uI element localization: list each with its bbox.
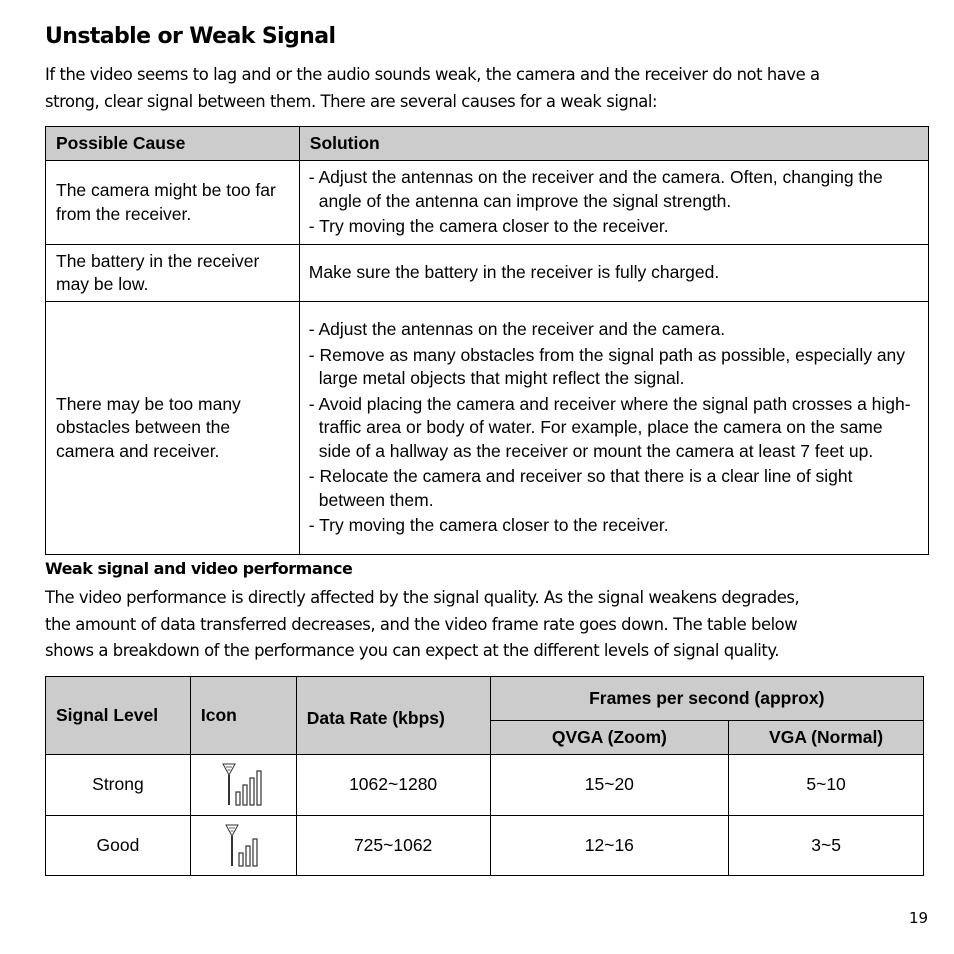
qvga-cell: 15~20 bbox=[490, 755, 729, 816]
header-icon: Icon bbox=[190, 677, 296, 755]
intro-line: If the video seems to lag and or the audio sounds weak, the camera and the receiver do not have a bbox=[45, 65, 820, 84]
section-subheading: Weak signal and video performance bbox=[45, 559, 353, 578]
signal-level-cell: Good bbox=[46, 816, 191, 876]
performance-line: the amount of data transferred decreases, and the video frame rate goes down. The table below bbox=[45, 614, 798, 634]
solution-cell bbox=[299, 245, 928, 302]
cause-cell: The camera might be too far from the receiver. bbox=[46, 161, 300, 245]
solution-cell bbox=[299, 161, 928, 245]
table-row bbox=[46, 161, 929, 245]
page-number: 19 bbox=[909, 909, 929, 927]
solution-item: - Adjust the antennas on the receiver and the camera. bbox=[308, 319, 726, 340]
icon-cell bbox=[190, 816, 296, 876]
vga-cell: 5~10 bbox=[729, 755, 924, 816]
qvga-cell: 12~16 bbox=[490, 816, 729, 876]
performance-paragraph bbox=[45, 585, 925, 665]
table-header-row bbox=[46, 127, 929, 161]
solution-item: - Try moving the camera closer to the receiver. bbox=[308, 515, 669, 536]
intro-line: strong, clear signal between them. There are several causes for a weak signal: bbox=[45, 91, 658, 111]
header-frames-per-second: Frames per second (approx) bbox=[490, 677, 923, 721]
signal-good-icon bbox=[221, 824, 265, 868]
solution-cell bbox=[299, 302, 928, 555]
header-possible-cause: Possible Cause bbox=[46, 127, 300, 161]
header-solution: Solution bbox=[299, 127, 928, 161]
signal-strong-icon bbox=[218, 763, 268, 807]
table-row bbox=[46, 245, 929, 302]
header-vga: VGA (Normal) bbox=[729, 721, 924, 755]
causes-table bbox=[45, 126, 929, 555]
icon-cell bbox=[190, 755, 296, 816]
cause-cell: There may be too many obstacles between the camera and receiver. bbox=[46, 302, 300, 555]
table-row bbox=[46, 755, 924, 816]
signal-level-cell: Strong bbox=[46, 755, 191, 816]
intro-paragraph bbox=[45, 62, 925, 115]
cause-cell: The battery in the receiver may be low. bbox=[46, 245, 300, 302]
signal-table bbox=[45, 676, 924, 876]
vga-cell: 3~5 bbox=[729, 816, 924, 876]
solution-item: - Try moving the camera closer to the receiver. bbox=[308, 216, 669, 237]
page-title: Unstable or Weak Signal bbox=[45, 24, 336, 49]
header-qvga: QVGA (Zoom) bbox=[490, 721, 729, 755]
table-row bbox=[46, 816, 924, 876]
data-rate-cell: 725~1062 bbox=[296, 816, 490, 876]
solution-item: - Adjust the antennas on the receiver and the camera. Often, changing the angle of the antenna can improve the signal strength. bbox=[308, 167, 883, 211]
table-row bbox=[46, 302, 929, 555]
header-data-rate: Data Rate (kbps) bbox=[296, 677, 490, 755]
data-rate-cell: 1062~1280 bbox=[296, 755, 490, 816]
solution-item: - Remove as many obstacles from the signal path as possible, especially any large metal objects that might reflect the signal. bbox=[308, 344, 906, 389]
solution-item: - Relocate the camera and receiver so that there is a clear line of sight between them. bbox=[308, 466, 853, 510]
performance-line: shows a breakdown of the performance you can expect at the different levels of signal quality. bbox=[45, 641, 780, 660]
performance-line: The video performance is directly affected by the signal quality. As the signal weakens degrades, bbox=[45, 588, 800, 607]
solution-item: - Avoid placing the camera and receiver where the signal path crosses a high-traffic area or body of water. For example, place the camera on the same side of a hallway as the receiver or mount the camera at least 7 feet up. bbox=[308, 393, 911, 461]
table-header-row bbox=[46, 677, 924, 721]
header-signal-level: Signal Level bbox=[46, 677, 191, 755]
solution-item: Make sure the battery in the receiver is fully charged. bbox=[308, 262, 720, 283]
